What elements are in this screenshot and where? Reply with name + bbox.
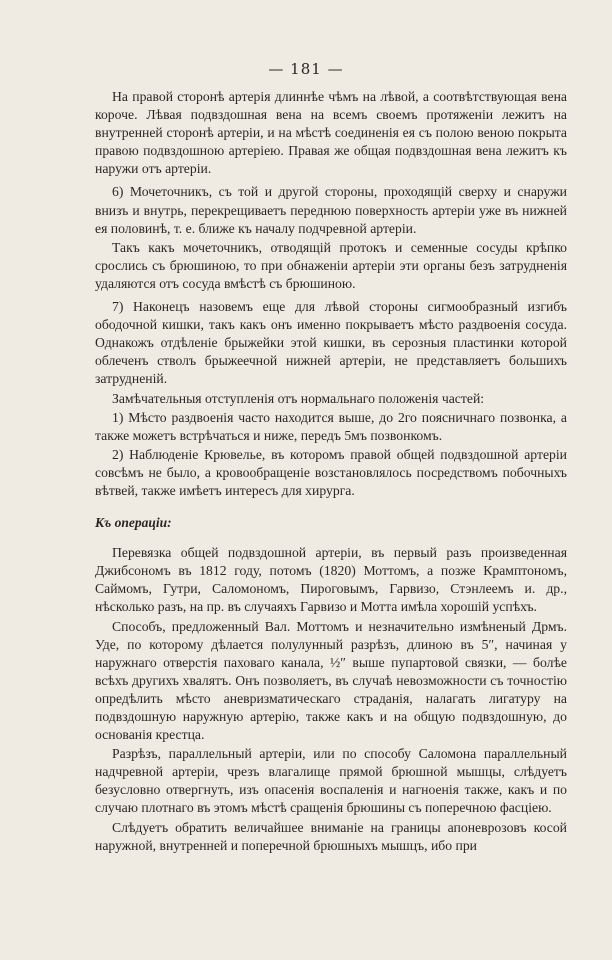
page-number: — 181 — <box>268 60 344 78</box>
paragraph: Такъ какъ мочеточникъ, отводящій протокъ и семенные сосуды крѣпко срослись съ брюшиною, то при обнаженіи артеріи эти органы безъ затрудненія удаляются отъ сосуда вмѣстѣ съ брюшиною. <box>95 239 567 291</box>
paragraph: На правой сторонѣ артерія длиннѣе чѣмъ на лѣвой, а соотвѣтствующая вена короче. Лѣвая подвздошная вена на всемъ своемъ протяженіи лежитъ на внутренней сторонѣ артеріи, и на мѣстѣ соединенія ея съ полою веною покрыта правою подвздошною артеріею. Правая же общая подвздошная вена лежитъ къ наружи отъ артеріи. <box>95 89 567 177</box>
body-text <box>95 88 567 856</box>
paragraph: 6) Мочеточникъ, съ той и другой стороны, проходящій сверху и снаружи внизъ и внутрь, перекрещиваетъ переднюю поверхность артеріи уже въ нижней ея половинѣ, т. е. ближе къ началу подчревной артеріи. <box>95 184 567 236</box>
section-heading: Къ операціи: <box>95 515 172 531</box>
paragraph: Способъ, предложенный Вал. Моттомъ и незначительно измѣненый Дрмъ. Уде, по которому дѣлается полулунный разрѣзъ, длиною въ 5″, начиная у наружнаго отверстія паховаго канала, ½″ выше пупартовой связки, — болѣе всѣхъ другихъ хвалятъ. Онъ позволяетъ, въ случаѣ невозможности съ точностію опредѣлить мѣсто аневризматическаго страданія, налагать лигатуру на подвздошную наружную артерію, также какъ и на общую подвздошную, до основанія крестца. <box>95 618 567 743</box>
paragraph: 2) Наблюденіе Крювелье, въ которомъ правой общей подвздошной артеріи совсѣмъ не было, а кровообращеніе возстановлялось посредствомъ побочныхъ вѣтвей, также имѣетъ интересъ для хирурга. <box>95 446 567 498</box>
paragraph: 1) Мѣсто раздвоенія часто находится выше, до 2го поясничнаго позвонка, а также можетъ встрѣчаться и ниже, передъ 5мъ позвонкомъ. <box>95 409 567 443</box>
paragraph: Слѣдуетъ обратить величайшее вниманіе на границы апоневрозовъ косой наружной, внутренней и поперечной брюшныхъ мышцъ, ибо при <box>95 819 567 853</box>
paragraph: Разрѣзъ, параллельный артеріи, или по способу Саломона параллельный надчревной артеріи, чрезъ влагалище прямой брюшной мышцы, слѣдуетъ безусловно отвергнуть, изъ опасенія воспаленія и нагноенія также, какъ и по случаю плотнаго въ этомъ мѣстѣ сращенія брюшины съ поперечною фасціею. <box>95 746 567 816</box>
paragraph: Замѣчательныя отступленія отъ нормальнаго положенія частей: <box>112 390 485 406</box>
paragraph: Перевязка общей подвздошной артеріи, въ первый разъ произведенная Джибсономъ въ 1812 году, потомъ (1820) Моттомъ, а позже Крамптономъ, Саймомъ, Гутри, Саломономъ, Пироговымъ, Гарвизо, Стэнлеемъ и. др., нѣсколько разъ, на пр. въ случаяхъ Гарвизо и Мотта имѣла хорошій успѣхъ. <box>95 545 567 615</box>
paragraph: 7) Наконецъ назовемъ еще для лѣвой стороны сигмообразный изгибъ ободочной кишки, такъ какъ онъ именно покрываетъ мѣсто раздвоенія сосуда. Однакожъ отдѣленіе брыжейки этой кишки, въ серозныя пластинки которой облеченъ стволъ брыжеечной нижней артеріи, не представляетъ большихъ затрудненій. <box>95 299 567 387</box>
